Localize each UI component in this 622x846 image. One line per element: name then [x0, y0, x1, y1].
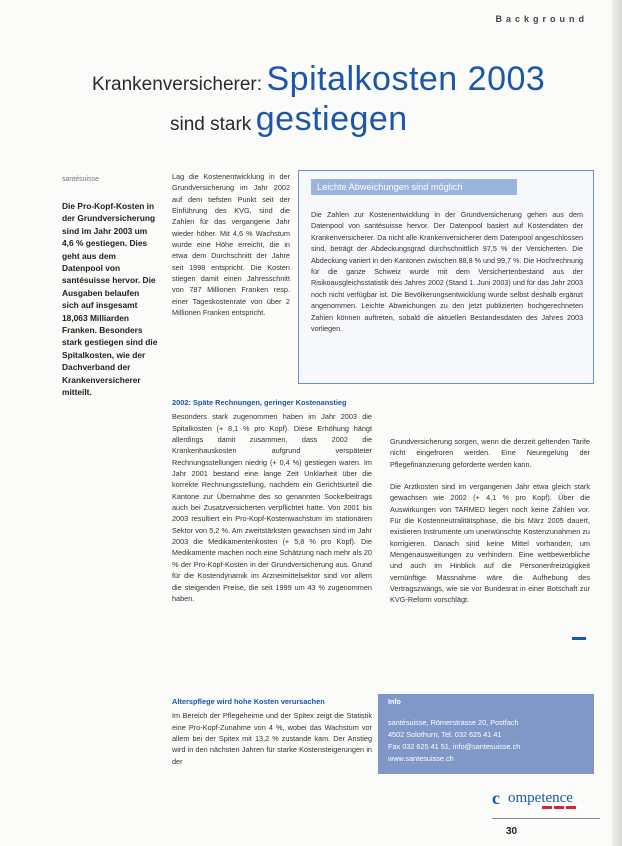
lead-paragraph: Die Pro-Kopf-Kosten in der Grundversicherung sind im Jahr 2003 um 4,6 % gestiegen. Dies geht aus dem Datenpool von santésuisse hervor. Die Ausgaben belaufen sich auf insgesamt 18,063 Milliarden Franken. Besonders stark gestiegen sind die Spitalkosten, wie der Dachverband der Krankenversicherer mitteilt.	[62, 201, 158, 398]
info-box-body: Die Zahlen zur Kostenentwicklung in der Grundversicherung gehen aus dem Datenpool von santésuisse hervor. Der Datenpool basiert auf Kostendaten der Krankenversicherer. Da nicht alle Krankenversicherer dem Datenpool angeschlossen sind, beträgt der Abdeckungsgrad durchschnittlich 97,5 % der Versicherten. Die Abdeckung variiert in den Kantonen zwischen 88,8 % und 99,7 %. Die Hochrechnung für die ganze Schweiz wurde mit dem Versichertenbestand aus der Risikoausgleichsstatistik des Jahres 2002 (Stand 1. Juni 2003) und für das Jahr 2003 noch nicht verfügbar ist. Die Bevölkerungsentwicklung wurde selbst deshalb ergänzt angenommen. Leichte Abweichungen zu den jetzt publizierten hochgerechneten Zahlen können auftreten, sobald die aktuellen Bestandesdaten des Jahres 2003 vorliegen.	[311, 210, 583, 334]
subheading-alterspflege: Alterspflege wird hohe Kosten verursachen	[172, 697, 325, 706]
headline-sub-small: sind stark	[170, 114, 252, 135]
contact-box	[378, 694, 594, 774]
byline: santésuisse	[62, 176, 99, 183]
info-box-heading: Leichte Abweichungen sind möglich	[311, 179, 517, 195]
body-column-top	[172, 171, 290, 318]
headline-main: Spitalkosten 2003	[266, 60, 546, 98]
contact-label: Info	[388, 699, 401, 706]
contact-phone: 4502 Solothurn, Tel. 032 625 41 41	[388, 730, 502, 739]
body-paragraph-2002: Besonders stark zugenommen haben im Jahr 2003 die Spitalkosten (+ 8,1 % pro Kopf). Diese Erhöhung hängt allerdings damit zusammen, dass 2002 die Krankenhauskosten aufgrund verspäteter Rechnungsstellungen niedrig (+ 0,4 %) gestiegen waren. Im Jahr 2001 bestand eine lange Zeit Unklarheit über die korrekte Rechnungsstellung, nachdem ein Gerichtsurteil die Kantone zur Übernahme des so genannten Sockelbeitrags auch bei Zusatzversicherten verpflichtet hatte. Von 2001 bis 2003 resultiert ein Pro-Kopf-Kostenwachstum im stationären Sektor von 5,2 %. Am zweitstärksten gewachsen sind im Jahr 2003 die Medikamentenkosten (+ 5,8 % pro Kopf). Die Medikamente machen noch eine Schätzung nach mehr als 20 % der Pro-Kopf-Kosten in der Grundversicherung aus. Grund für die Kostendynamik im Arzneimittelsektor sind vor allem die steigenden Preise, die seit 1999 um 43 % zugenommen haben.	[172, 412, 372, 603]
body-paragraph-alterspflege: Im Bereich der Pflegeheime und der Spitex zeigt die Statistik eine Pro-Kopf-Zunahme von 4 %, wobei das Wachstum vor allem bei der Spitex mit 13,2 % zustande kam. Der Anstieg wird in den nächsten Jahren für starke Kostensteigerungen in der	[172, 711, 372, 766]
headline-prefix: Krankenversicherer:	[92, 74, 263, 95]
headline-sub-big: gestiegen	[255, 100, 408, 138]
logo-wordmark: ompetence	[508, 790, 573, 806]
page-number: 30	[506, 826, 518, 837]
contact-address: santésuisse, Römerstrasse 20, Postfach	[388, 718, 519, 727]
info-box	[298, 170, 594, 384]
headline-line-2	[170, 100, 610, 139]
body-paragraph-right-1: Grundversicherung sorgen, wenn die derzeit geltenden Tarife nicht eingefroren werden. Eine Neuregelung der Pflegefinanzierung geforderte werden kann.	[390, 437, 590, 469]
body-column-right	[390, 436, 590, 606]
end-of-article-mark	[572, 637, 586, 640]
body-column-section-alterspflege	[172, 696, 372, 767]
subheading-2002: 2002: Späte Rechnungen, geringer Kostenanstieg	[172, 398, 347, 407]
body-column-section-2002	[172, 397, 372, 604]
body-paragraph-right-2: Die Arztkosten sind im vergangenen Jahr etwa gleich stark gewachsen wie 2002 (+ 4,1 % pro Kopf). Über die Auswirkungen von TARMED liegen noch keine Zahlen vor. Für die Kostenneutralitätsphase, die bis März 2005 dauert, existieren Instrumente um unerwünschte Kostenzunahmen zu korrigieren. Danach sind keine Mittel vorhanden, um Mengenausweitungen zu verhindern. Eine wettbewerbliche und auch im Hinblick auf die Personenfreizügigkeit vernünftige Massnahme wäre die Aufhebung des Vertragszwangs, wie sie vor Bundesrat in einer Botschaft zur KVG-Reform vorschlägt.	[390, 482, 590, 605]
body-paragraph-intro: Lag die Kostenentwicklung in der Grundversicherung im Jahr 2002 auf dem tiefsten Punkt seit der Einführung des KVG, sind die Zahlen für das vergangene Jahr wieder höher. Mit 4,6 % Wachstum wurde eine Höhe erreicht, die in etwa dem Durchschnitt der Jahre seit 1998 entspricht. Die Kosten stiegen damit einen Jahresschnitt von 787 Millionen Franken resp. einer Tageskostenrate von über 2 Millionen Franken entspricht.	[172, 172, 290, 318]
contact-website-link[interactable]: www.santesuisse.ch	[388, 754, 454, 763]
section-label: Background	[495, 14, 588, 24]
headline-line-1	[92, 60, 612, 99]
page-edge-shadow	[612, 0, 622, 846]
competence-logo	[492, 784, 592, 814]
contact-fax-email[interactable]: Fax 032 625 41 51, info@santesuisse.ch	[388, 742, 521, 751]
footer-rule	[492, 818, 600, 819]
logo-stripe	[542, 806, 582, 809]
logo-initial: c	[492, 788, 500, 808]
